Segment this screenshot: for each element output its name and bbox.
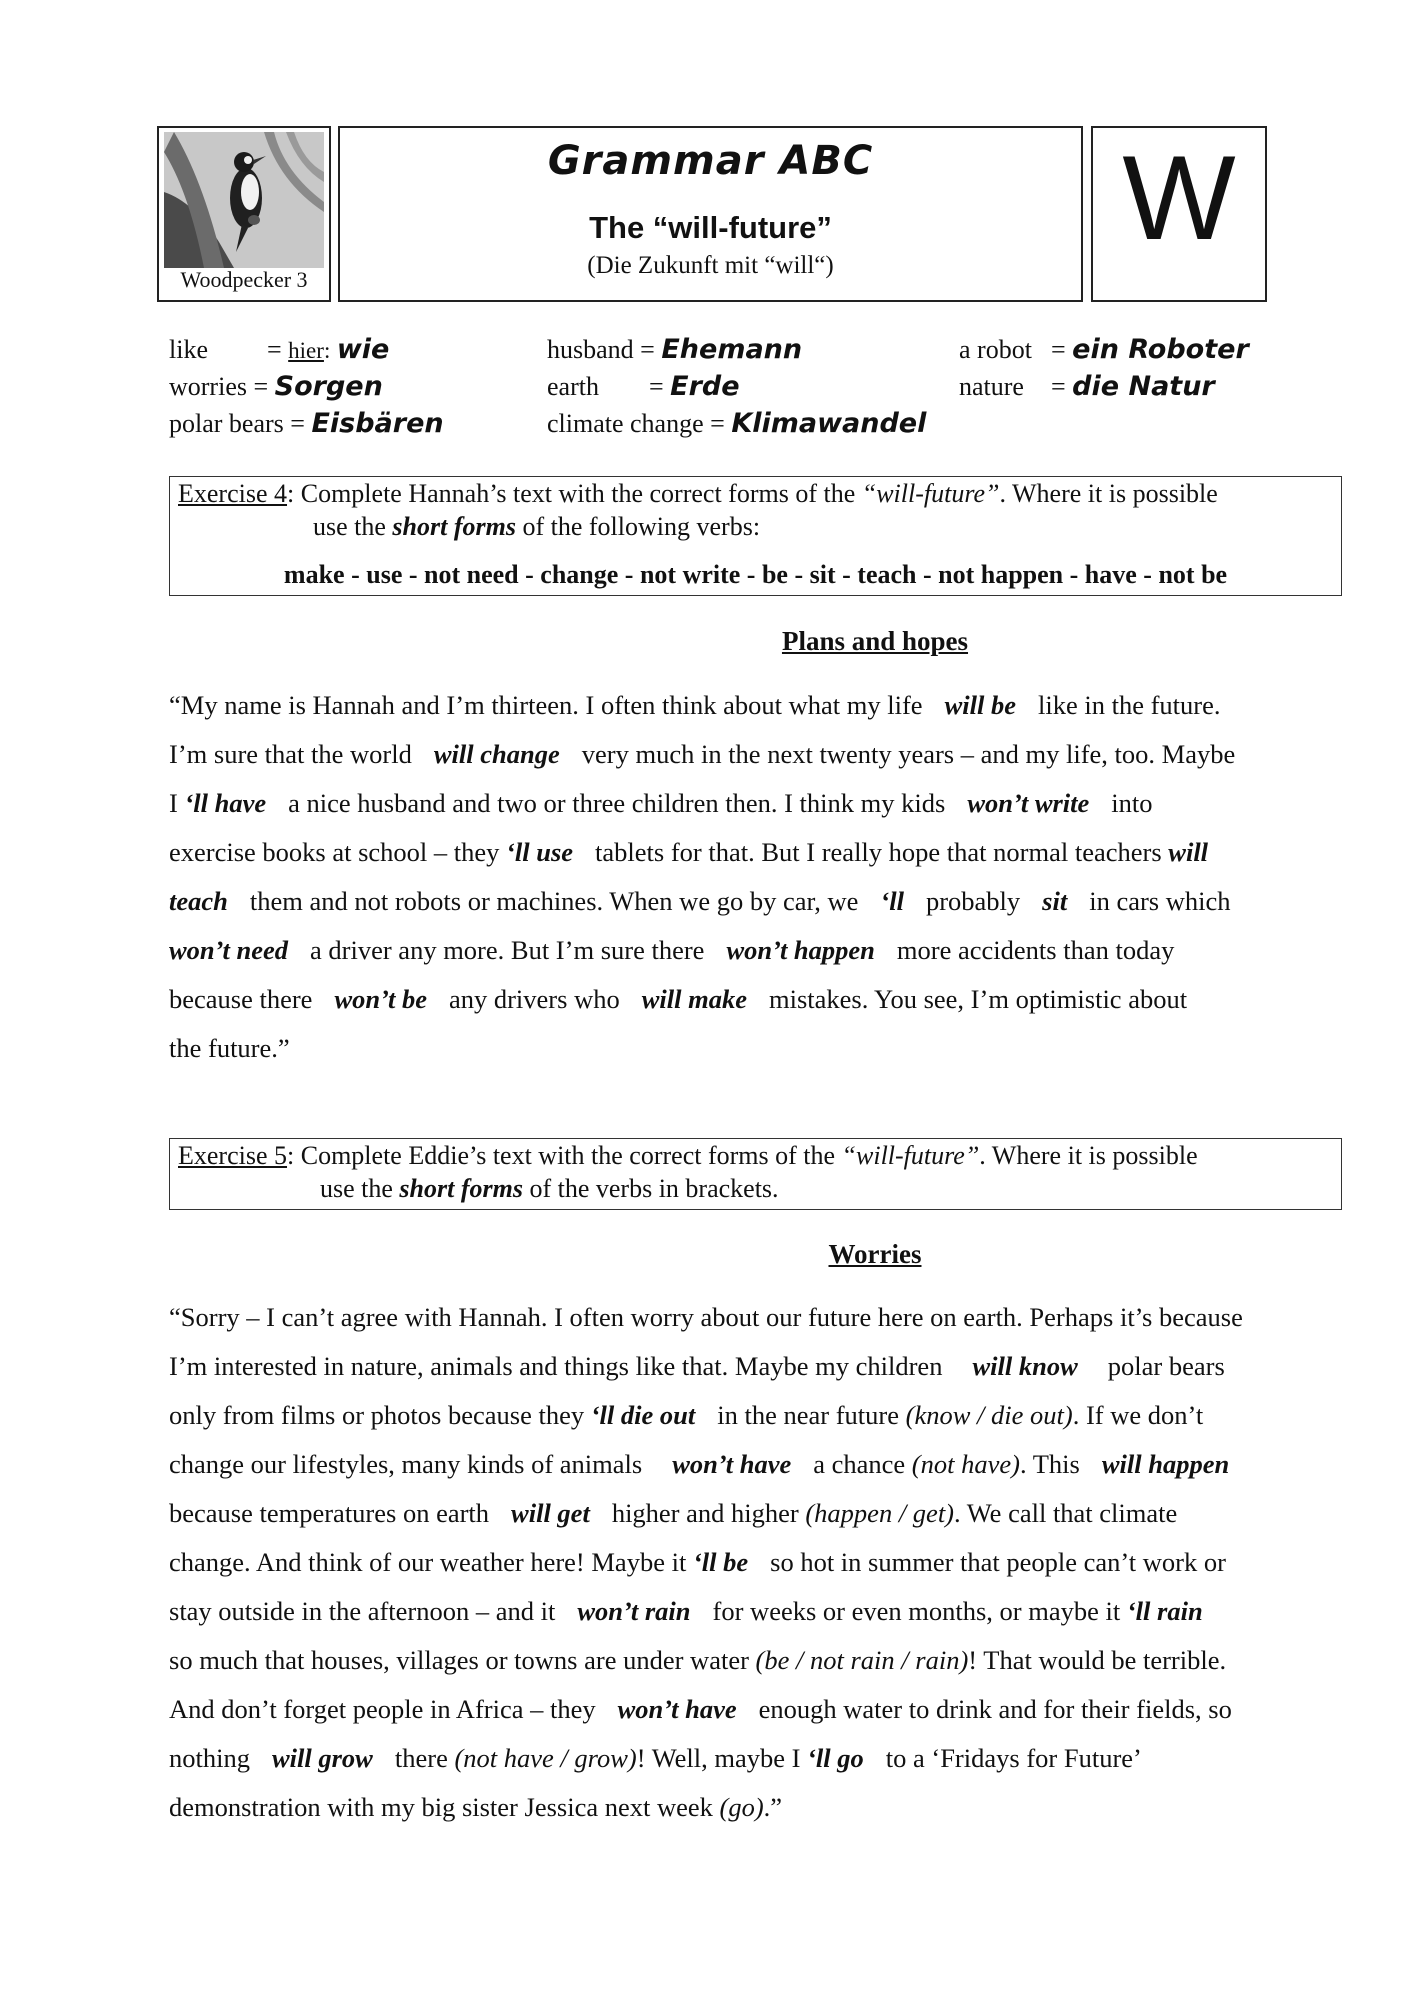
answer: ‘ll use <box>506 837 574 867</box>
verb-hint: (not have / grow) <box>454 1743 637 1773</box>
vocab-de: Eisbären <box>311 408 444 439</box>
vocab-en: climate change <box>547 409 704 438</box>
text-line: exercise books at school – they ‘ll use tablets for that. But I really hope that normal teachers will <box>169 837 1209 867</box>
logo-caption: Woodpecker 3 <box>180 267 308 292</box>
text-line: because there won’t be any drivers who will make mistakes. You see, I’m optimistic about <box>169 984 1188 1014</box>
text-line: the future.” <box>169 1033 290 1063</box>
exercise-4-instruction-cont <box>313 512 760 542</box>
answer: won’t be <box>334 984 427 1014</box>
exercise-4-label: Exercise 4 <box>178 479 288 508</box>
vocab-en: husband <box>547 335 634 364</box>
text-line: change. And think of our weather here! Maybe it ‘ll be so hot in summer that people can’t work or <box>169 1547 1226 1577</box>
alphabet-letter: W <box>1122 131 1236 265</box>
answer: won’t happen <box>726 935 875 965</box>
text-line: I ‘ll have a nice husband and two or three children then. I think my kids won’t write into <box>169 788 1153 818</box>
vocab-item: like = hier: wie <box>169 334 390 365</box>
instruction-text: of the verbs in brackets. <box>522 1174 779 1203</box>
instruction-text: of the following verbs: <box>515 512 761 541</box>
vocab-item <box>547 334 802 365</box>
instruction-text: use the <box>313 512 393 541</box>
vocab-eq: = <box>1051 335 1066 364</box>
page-subtitle-note: (Die Zukunft mit “will“) <box>587 252 834 279</box>
text-line: And don’t forget people in Africa – they won’t have enough water to drink and for their fields, so <box>169 1694 1232 1724</box>
answer: won’t have <box>617 1694 737 1724</box>
vocab-en: worries <box>169 372 247 401</box>
text-line: nothing will grow there (not have / grow)! Well, maybe I ‘ll go to a ‘Fridays for Future’ <box>169 1743 1142 1773</box>
instruction-bold: short forms <box>399 1174 523 1203</box>
exercise-5-instruction <box>178 1141 1198 1171</box>
instruction-text: : Complete Eddie’s text with the correct forms of the <box>287 1141 842 1170</box>
instruction-text: use the <box>320 1174 400 1203</box>
vocab-item <box>547 408 926 439</box>
answer: will change <box>433 739 560 769</box>
instruction-text: : Complete Hannah’s text with the correct forms of the <box>287 479 862 508</box>
exercise-5-label: Exercise 5 <box>178 1141 288 1170</box>
answer: sit <box>1042 886 1068 916</box>
text-line: I’m interested in nature, animals and things like that. Maybe my children will know polar bears <box>169 1351 1225 1381</box>
text-2-heading: Worries <box>828 1239 922 1269</box>
vocab-en: nature <box>959 372 1024 401</box>
answer: ‘ll rain <box>1126 1596 1203 1626</box>
answer: teach <box>169 886 228 916</box>
vocab-item <box>169 408 444 439</box>
text-line: demonstration with my big sister Jessica next week (go).” <box>169 1792 783 1822</box>
verb-hint: (not have) <box>911 1449 1020 1479</box>
verb-hint: (be / not rain / rain) <box>755 1645 969 1675</box>
answer: won’t have <box>672 1449 792 1479</box>
answer: will get <box>511 1498 590 1528</box>
vocab-de: Ehemann <box>661 334 803 365</box>
verb-hint: (happen / get) <box>805 1498 955 1528</box>
vocab-eq: = <box>649 372 664 401</box>
text-line: “Sorry – I can’t agree with Hannah. I often worry about our future here on earth. Perhaps it’s because <box>169 1302 1243 1332</box>
vocab-en: a robot <box>959 335 1032 364</box>
vocab-eq: = <box>290 409 305 438</box>
exercise-5-instruction-cont <box>320 1174 779 1204</box>
vocab-item <box>547 371 740 402</box>
answer: ‘ll have <box>184 788 267 818</box>
answer: will know <box>972 1351 1078 1381</box>
vocab-eq: = <box>710 409 725 438</box>
vocab-item <box>959 371 1215 402</box>
instruction-term: “will-future” <box>841 1141 980 1170</box>
answer: will grow <box>271 1743 373 1773</box>
instruction-bold: short forms <box>392 512 516 541</box>
answer: will be <box>944 690 1016 720</box>
text-line: change our lifestyles, many kinds of animals won’t have a chance (not have). This will happen <box>169 1449 1230 1479</box>
vocab-eq: = <box>1051 372 1066 401</box>
vocab-de: ein Roboter <box>1072 334 1249 365</box>
vocab-prefix: hier <box>288 338 324 363</box>
verb-hint: (know / die out) <box>905 1400 1073 1430</box>
page-subtitle: The “will-future” <box>589 210 832 245</box>
exercise-4-instruction <box>178 479 1218 509</box>
vocab-de: wie <box>336 334 390 365</box>
answer: ‘ll go <box>807 1743 864 1773</box>
vocab-de: Klimawandel <box>731 408 927 439</box>
answer: will make <box>641 984 747 1014</box>
vocab-en: polar bears <box>169 409 284 438</box>
text-line: teach them and not robots or machines. When we go by car, we ‘ll probably sit in cars which <box>169 886 1231 916</box>
text-line: because temperatures on earth will get higher and higher (happen / get). We call that climate <box>169 1498 1178 1528</box>
title-box <box>338 126 1083 302</box>
verb-hint: (go) <box>719 1792 764 1822</box>
instruction-term: “will-future” <box>861 479 1000 508</box>
instruction-text: . Where it is possible <box>999 479 1218 508</box>
vocab-eq: = <box>253 372 269 401</box>
answer: won’t need <box>169 935 289 965</box>
exercise-5-box <box>169 1138 1342 1210</box>
woodpecker-photo <box>164 132 324 268</box>
vocab-item <box>169 371 383 402</box>
page-title: Grammar ABC <box>547 138 874 184</box>
vocab-item <box>959 334 1249 365</box>
text-line: I’m sure that the world will change very much in the next twenty years – and my life, too. Maybe <box>169 739 1236 769</box>
answer: will <box>1168 837 1209 867</box>
letter-box <box>1091 126 1267 302</box>
vocab-de: Sorgen <box>274 371 383 402</box>
text-1-heading: Plans and hopes <box>781 626 969 656</box>
text-line: won’t need a driver any more. But I’m sure there won’t happen more accidents than today <box>169 935 1175 965</box>
exercise-4-box <box>169 476 1342 596</box>
vocab-en: like <box>169 335 208 364</box>
vocab-en: earth <box>547 372 599 401</box>
answer: ‘ll <box>880 886 904 916</box>
vocab-eq: = <box>267 335 282 364</box>
instruction-text: . Where it is possible <box>979 1141 1198 1170</box>
text-line: so much that houses, villages or towns are under water (be / not rain / rain)! That would be terrible. <box>169 1645 1227 1675</box>
text-line: “My name is Hannah and I’m thirteen. I often think about what my life will be like in the future. <box>169 690 1221 720</box>
text-line: stay outside in the afternoon – and it won’t rain for weeks or even months, or maybe it ‘ll rain <box>169 1596 1203 1626</box>
answer: won’t rain <box>577 1596 691 1626</box>
answer: ‘ll die out <box>590 1400 696 1430</box>
vocab-eq: = <box>640 335 655 364</box>
answer: will happen <box>1101 1449 1230 1479</box>
vocab-de: die Natur <box>1072 371 1215 402</box>
answer: won’t write <box>967 788 1090 818</box>
text-line: only from films or photos because they ‘ll die out in the near future (know / die out). If we don’t <box>169 1400 1204 1430</box>
answer: ‘ll be <box>692 1547 749 1577</box>
verb-list: make - use - not need - change - not write - be - sit - teach - not happen - have - not be <box>283 560 1228 589</box>
logo-box <box>157 126 331 302</box>
vocab-de: Erde <box>670 371 740 402</box>
